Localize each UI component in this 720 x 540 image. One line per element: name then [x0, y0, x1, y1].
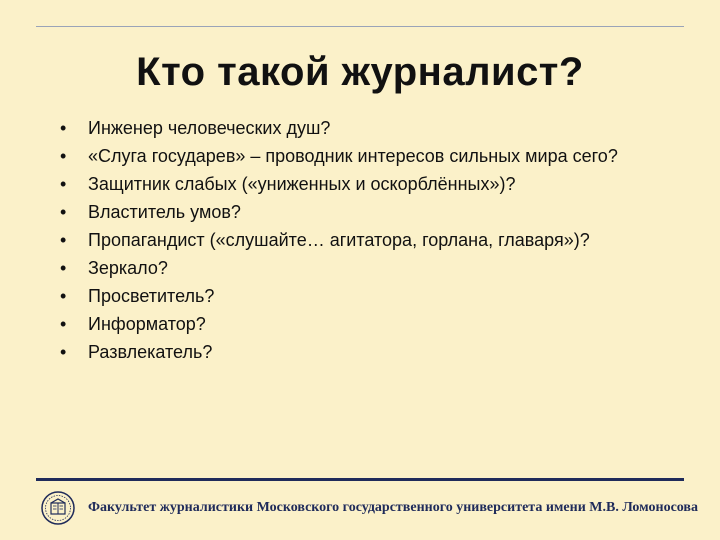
- bullet-icon: •: [60, 230, 67, 250]
- bullet-text: Информатор?: [88, 314, 206, 334]
- msu-journalism-seal-icon: [40, 490, 76, 526]
- list-item: [60, 145, 660, 167]
- list-item: [60, 229, 660, 251]
- bullet-list: [60, 117, 660, 369]
- bottom-divider: [36, 478, 684, 481]
- bullet-text: Развлекатель?: [88, 342, 213, 362]
- bullet-text: Инженер человеческих душ?: [88, 118, 331, 138]
- list-item: [60, 117, 660, 139]
- bullet-icon: •: [60, 286, 67, 306]
- bullet-icon: •: [60, 314, 67, 334]
- bullet-icon: •: [60, 174, 67, 194]
- bullet-text: Просветитель?: [88, 286, 215, 306]
- list-item: [60, 257, 660, 279]
- bullet-icon: •: [60, 258, 67, 278]
- bullet-icon: •: [60, 118, 67, 138]
- slide-title: Кто такой журналист?: [136, 50, 584, 94]
- list-item: [60, 341, 660, 363]
- bullet-text: «Слуга государев» – проводник интересов сильных мира сего?: [88, 146, 618, 166]
- bullet-text: Пропагандист («слушайте… агитатора, горлана, главаря»)?: [88, 230, 590, 250]
- bullet-text: Властитель умов?: [88, 202, 241, 222]
- bullet-icon: •: [60, 202, 67, 222]
- bullet-text: Зеркало?: [88, 258, 168, 278]
- list-item: [60, 201, 660, 223]
- list-item: [60, 285, 660, 307]
- list-item: [60, 313, 660, 335]
- list-item: [60, 173, 660, 195]
- bullet-icon: •: [60, 342, 67, 362]
- footer-caption: Факультет журналистики Московского государственного университета имени М.В. Ломоносова: [88, 500, 698, 515]
- footer: [40, 488, 698, 528]
- bullet-text: Защитник слабых («униженных и оскорблённых»)?: [88, 174, 516, 194]
- bullet-icon: •: [60, 146, 67, 166]
- top-divider: [36, 26, 684, 27]
